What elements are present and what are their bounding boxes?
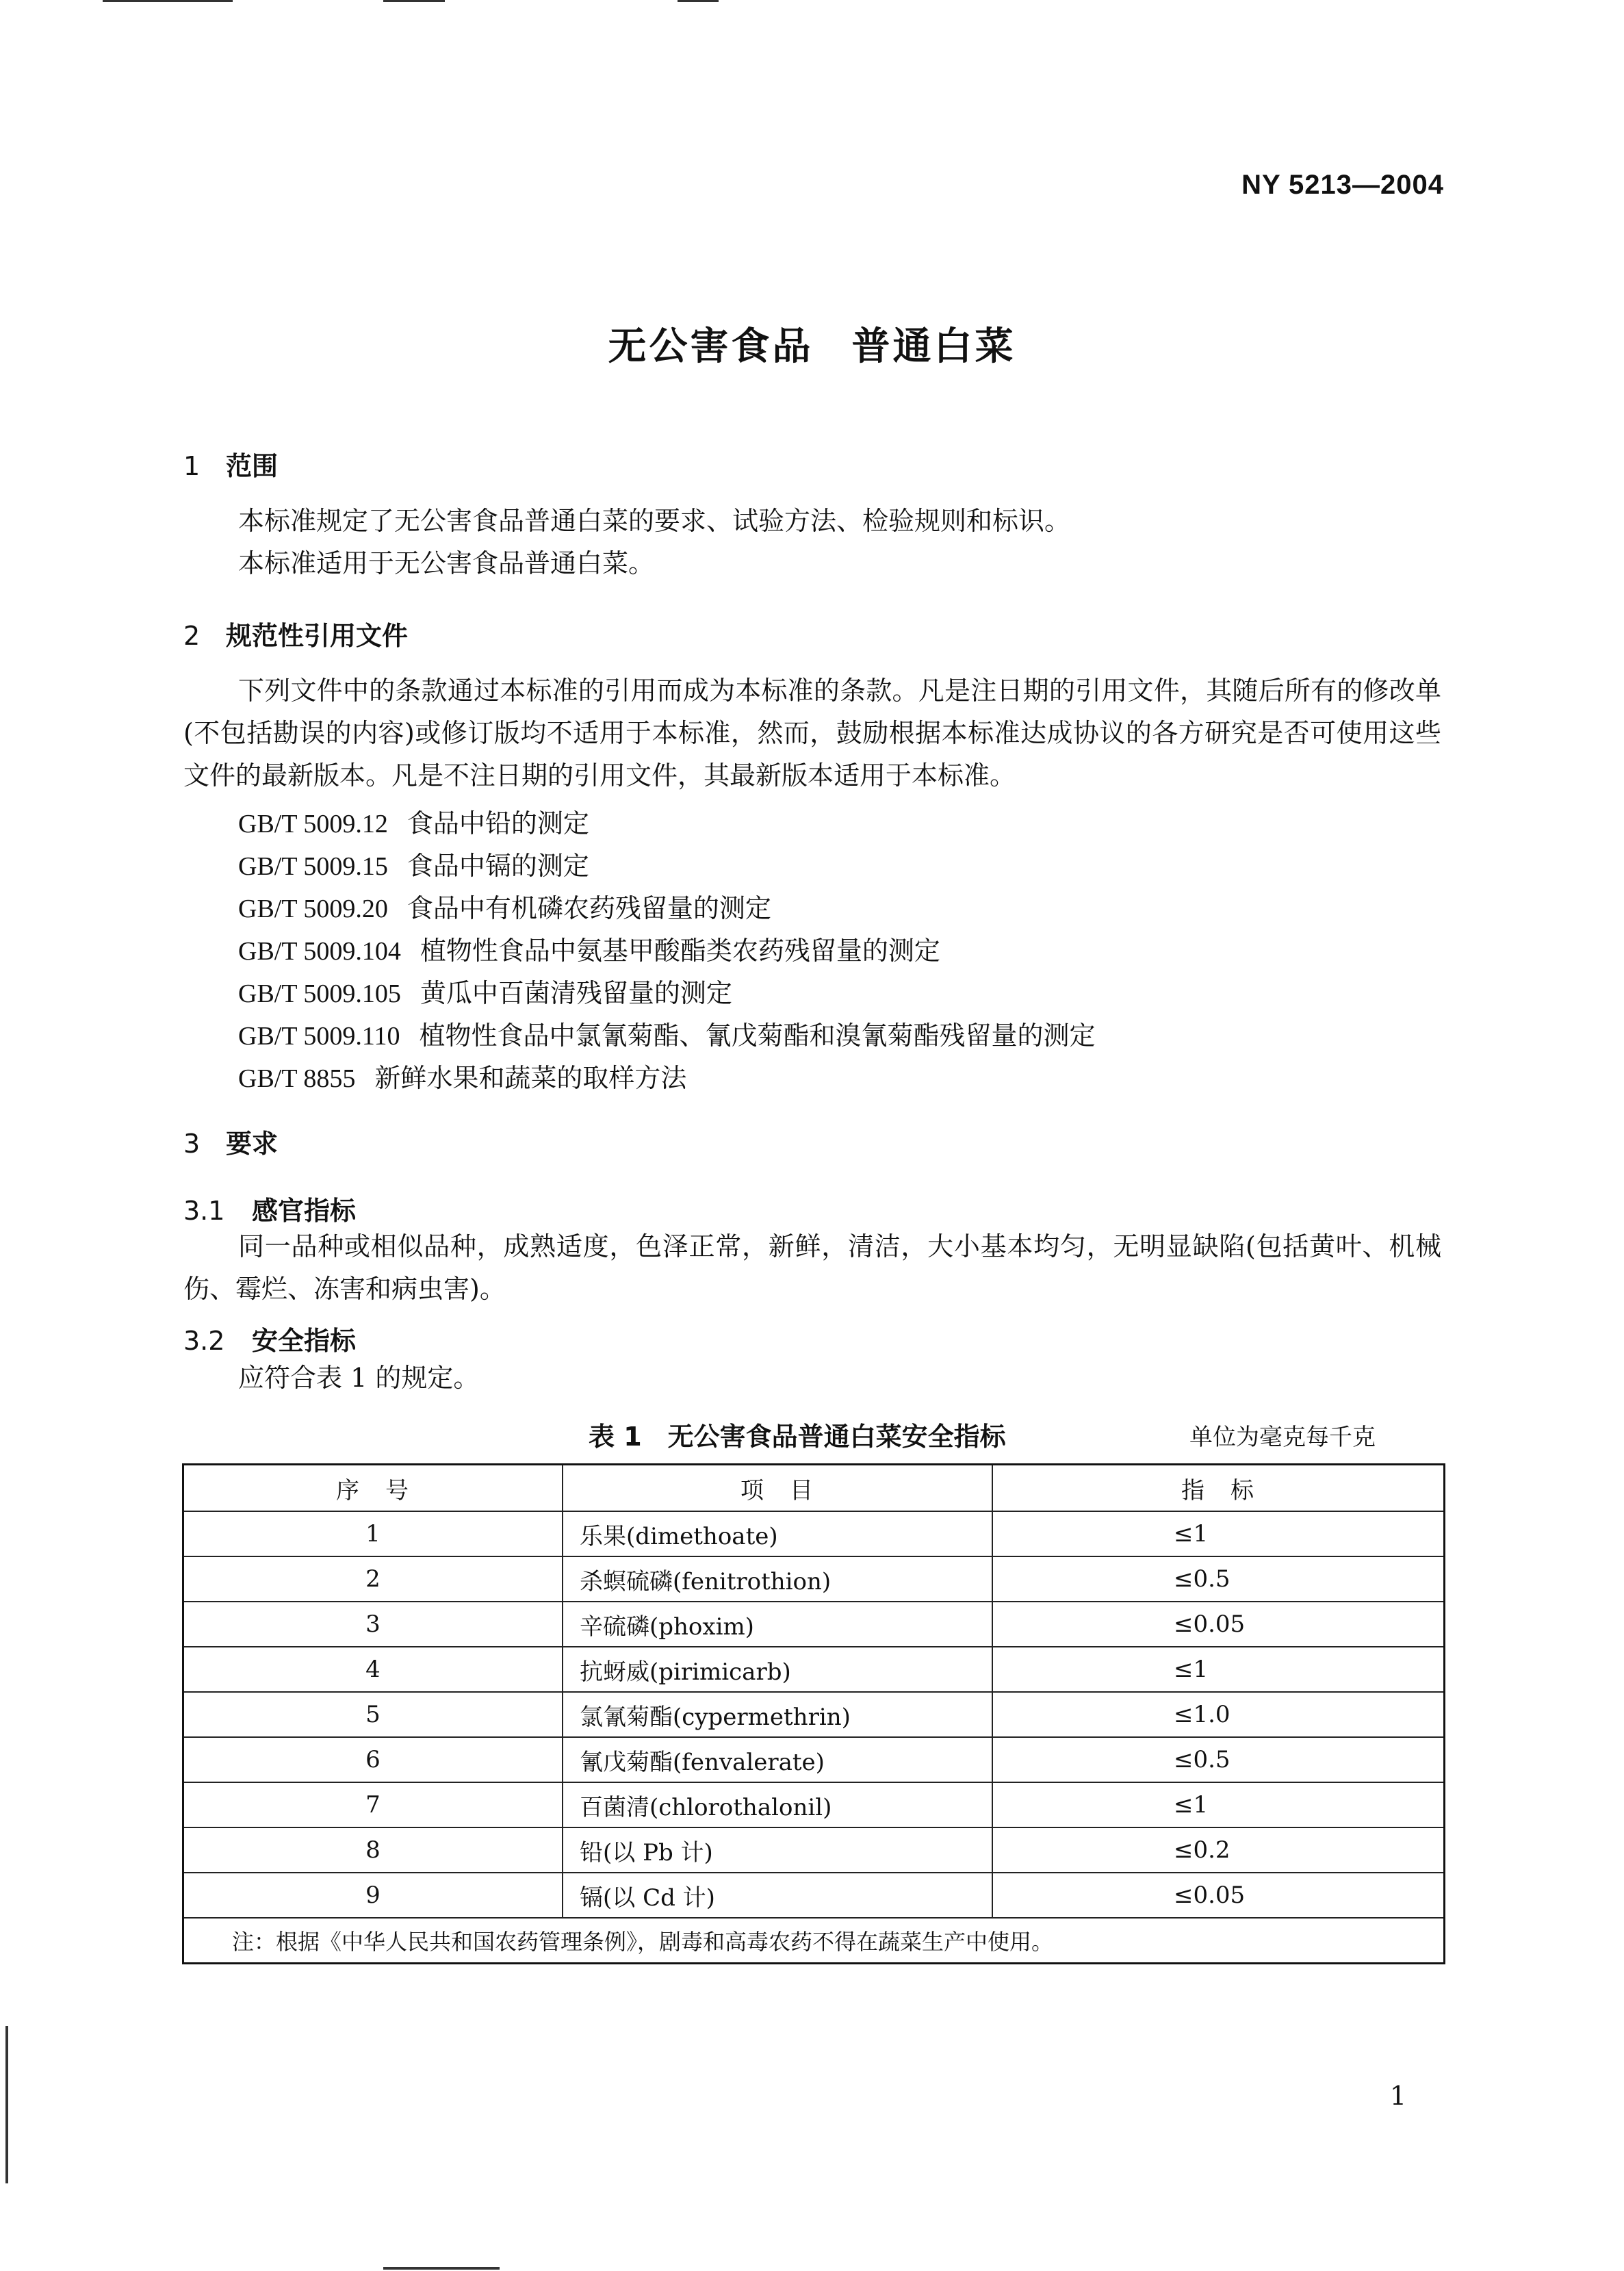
- standard-code: NY 5213—2004: [1241, 170, 1444, 200]
- table-note-row: [183, 1918, 1445, 1964]
- table-row: 5 氯氰菊酯(cypermethrin) ≤1.0: [183, 1692, 1445, 1737]
- title-part-1: 无公害食品: [608, 324, 814, 369]
- section-3-2-text: 应符合表 1 的规定。: [238, 1363, 480, 1393]
- table-row: 7 百菌清(chlorothalonil) ≤1: [183, 1782, 1445, 1827]
- safety-index-table: [182, 1463, 1445, 1964]
- scan-mark: [383, 2267, 500, 2270]
- title-part-2: 普通白菜: [851, 324, 1016, 369]
- reference-item: GB/T 5009.15 食品中镉的测定: [238, 851, 589, 881]
- table-row: 2 杀螟硫磷(fenitrothion) ≤0.5: [183, 1556, 1445, 1602]
- page-number: 1: [1389, 2081, 1406, 2111]
- reference-item: GB/T 5009.104 植物性食品中氨基甲酸酯类农药残留量的测定: [238, 936, 940, 966]
- table-row: 6 氰戊菊酯(fenvalerate) ≤0.5: [183, 1737, 1445, 1782]
- table-row: 3 辛硫磷(phoxim) ≤0.05: [183, 1602, 1445, 1647]
- section-1-paragraph-1: 本标准规定了无公害食品普通白菜的要求、试验方法、检验规则和标识。: [238, 506, 1071, 536]
- reference-item: GB/T 5009.20 食品中有机磷农药残留量的测定: [238, 893, 771, 923]
- section-2-intro: 下列文件中的条款通过本标准的引用而成为本标准的条款。凡是注日期的引用文件，其随后所有的修改单(不包括勘误的内容)或修订版均不适用于本标准，然而，鼓励根据本标准达成协议的各方研究是否可使用这些文件的最新版本。凡是不注日期的引用文件，其最新版本适用于本标准。: [183, 676, 1441, 791]
- header-serial: 序 号: [183, 1465, 563, 1512]
- table-row: 8 铅(以 Pb 计) ≤0.2: [183, 1827, 1445, 1873]
- section-1-heading: 1 范围: [183, 451, 279, 481]
- header-index: 指 标: [992, 1465, 1445, 1512]
- table-caption: 表 1 无公害食品普通白菜安全指标: [589, 1422, 1006, 1452]
- table-unit: 单位为毫克每千克: [1189, 1424, 1376, 1451]
- section-3-2-heading: 3.2 安全指标: [183, 1326, 357, 1356]
- section-3-1-text: 同一品种或相似品种，成熟适度，色泽正常，新鲜，清洁，大小基本均匀，无明显缺陷(包括黄叶、机械伤、霉烂、冻害和病虫害)。: [183, 1231, 1441, 1304]
- table-header-row: [183, 1465, 1445, 1512]
- document-title: [0, 316, 1624, 371]
- scan-mark: [103, 0, 233, 2]
- section-3-1-heading: 3.1 感官指标: [183, 1196, 357, 1226]
- table-row: 9 镉(以 Cd 计) ≤0.05: [183, 1873, 1445, 1918]
- table-row: 4 抗蚜威(pirimicarb) ≤1: [183, 1647, 1445, 1692]
- scan-mark: [383, 0, 445, 2]
- table-row: 1 乐果(dimethoate) ≤1: [183, 1511, 1445, 1556]
- table-note: 注：根据《中华人民共和国农药管理条例》，剧毒和高毒农药不得在蔬菜生产中使用。: [183, 1918, 1445, 1964]
- reference-item: GB/T 8855 新鲜水果和蔬菜的取样方法: [238, 1063, 687, 1093]
- scan-mark: [5, 2026, 8, 2183]
- scan-mark: [678, 0, 719, 2]
- section-3-heading: 3 要求: [183, 1129, 279, 1159]
- section-2-heading: 2 规范性引用文件: [183, 621, 409, 651]
- reference-item: GB/T 5009.110 植物性食品中氯氰菊酯、氰戊菊酯和溴氰菊酯残留量的测定: [238, 1021, 1096, 1051]
- header-item: 项 目: [563, 1465, 992, 1512]
- reference-item: GB/T 5009.105 黄瓜中百菌清残留量的测定: [238, 978, 732, 1008]
- section-1-paragraph-2: 本标准适用于无公害食品普通白菜。: [238, 548, 655, 578]
- reference-item: GB/T 5009.12 食品中铅的测定: [238, 808, 589, 838]
